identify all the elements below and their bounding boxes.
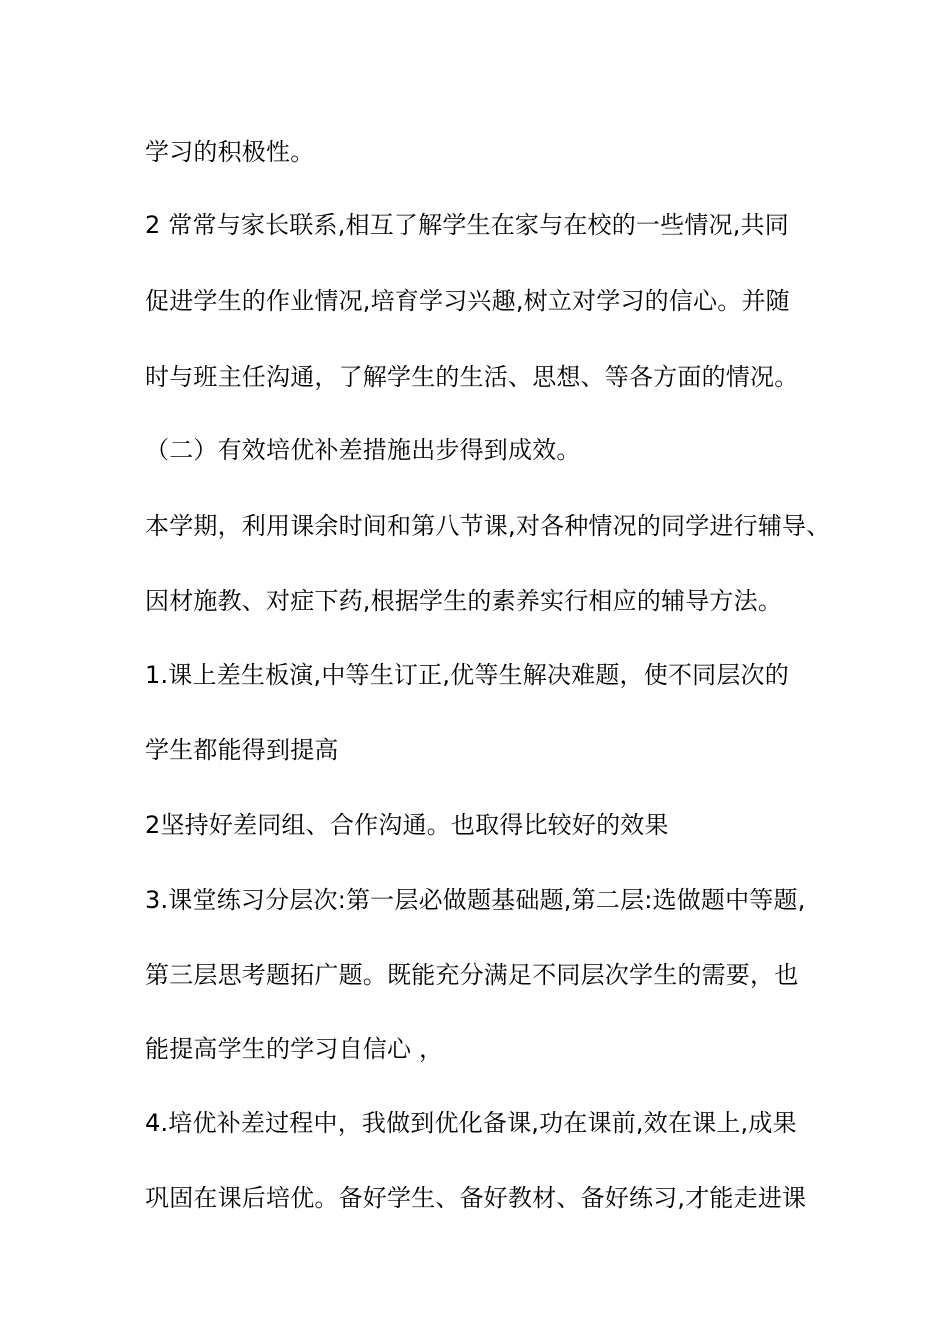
text-line: 第三层思考题拓广题。既能充分满足不同层次学生的需要，也 — [145, 961, 799, 989]
text-line: 4.培优补差过程中，我做到优化备课,功在课前,效在课上,成果 — [145, 1109, 797, 1137]
text-line: 2 常常与家长联系,相互了解学生在家与在校的一些情况,共同 — [145, 211, 789, 239]
text-line: 能提高学生的学习自信心 ， — [145, 1035, 444, 1063]
text-line: 巩固在课后培优。备好学生、备好教材、备好练习,才能走进课 — [145, 1184, 807, 1212]
text-line: 学生都能得到提高 — [145, 736, 339, 764]
section-heading: （二）有效培优补差措施出步得到成效。 — [145, 436, 581, 464]
text-line: 3.课堂练习分层次:第一层必做题基础题,第二层:选做题中等题, — [145, 886, 806, 914]
text-line: 因材施教、对症下药,根据学生的素养实行相应的辅导方法。 — [145, 587, 783, 615]
text-line: 学习的积极性。 — [145, 138, 315, 166]
text-line: 本学期，利用课余时间和第八节课,对各种情况的同学进行辅导、 — [145, 512, 831, 540]
text-line: 1.课上差生板演,中等生订正,优等生解决难题，使不同层次的 — [145, 661, 789, 689]
text-line: 2坚持好差同组、合作沟通。也取得比较好的效果 — [145, 811, 669, 839]
text-line: 时与班主任沟通，了解学生的生活、思想、等各方面的情况。 — [145, 363, 799, 391]
text-line: 促进学生的作业情况,培育学习兴趣,树立对学习的信心。并随 — [145, 287, 790, 315]
